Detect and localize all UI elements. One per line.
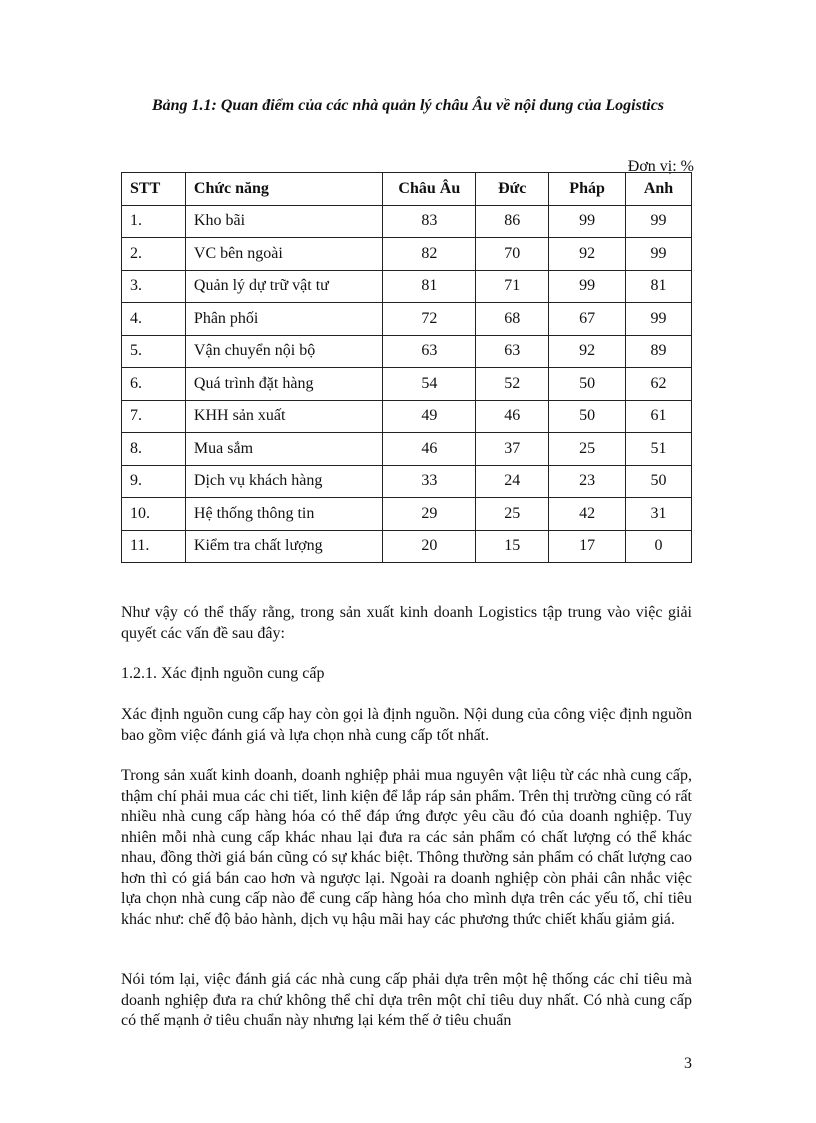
table-row [122, 303, 692, 336]
table-row [122, 335, 692, 368]
cell-stt: 1. [122, 205, 186, 238]
cell-stt: 8. [122, 433, 186, 466]
cell-stt: 6. [122, 368, 186, 401]
cell-europe: 82 [383, 238, 476, 271]
cell-france: 23 [549, 465, 626, 498]
cell-uk: 50 [626, 465, 692, 498]
cell-france: 25 [549, 433, 626, 466]
header-stt: STT [122, 173, 186, 206]
cell-function: Hệ thống thông tin [185, 498, 382, 531]
table-row [122, 238, 692, 271]
table-row [122, 530, 692, 563]
cell-stt: 11. [122, 530, 186, 563]
cell-france: 17 [549, 530, 626, 563]
cell-europe: 33 [383, 465, 476, 498]
cell-function: Vận chuyển nội bộ [185, 335, 382, 368]
table-row [122, 205, 692, 238]
cell-germany: 86 [476, 205, 549, 238]
cell-france: 99 [549, 270, 626, 303]
cell-uk: 89 [626, 335, 692, 368]
cell-germany: 15 [476, 530, 549, 563]
paragraph-summary: Nói tóm lại, việc đánh giá các nhà cung cấp phải dựa trên một hệ thống các chỉ tiêu mà doanh nghiệp đưa ra chứ không thể chỉ dựa trên một chỉ tiêu duy nhất. Có nhà cung cấp có thế mạnh ở tiêu chuẩn này nhưng lại kém thế ở tiêu chuẩn [121, 971, 692, 1029]
cell-france: 92 [549, 335, 626, 368]
table-row [122, 465, 692, 498]
cell-function: KHH sản xuất [185, 400, 382, 433]
cell-function: VC bên ngoài [185, 238, 382, 271]
paragraph-intro: Như vậy có thể thấy rằng, trong sản xuất kinh doanh Logistics tập trung vào việc giải quyết các vấn đề sau đây: [121, 604, 692, 642]
cell-function: Mua sắm [185, 433, 382, 466]
cell-france: 42 [549, 498, 626, 531]
cell-function: Quá trình đặt hàng [185, 368, 382, 401]
cell-function: Quản lý dự trữ vật tư [185, 270, 382, 303]
cell-france: 67 [549, 303, 626, 336]
paragraph-definition: Xác định nguồn cung cấp hay còn gọi là định nguồn. Nội dung của công việc định nguồn bao gồm việc đánh giá và lựa chọn nhà cung cấp tốt nhất. [121, 706, 692, 744]
cell-uk: 31 [626, 498, 692, 531]
table-row [122, 270, 692, 303]
table-row [122, 368, 692, 401]
cell-europe: 29 [383, 498, 476, 531]
header-europe: Châu Âu [383, 173, 476, 206]
cell-uk: 99 [626, 238, 692, 271]
cell-germany: 70 [476, 238, 549, 271]
cell-uk: 99 [626, 303, 692, 336]
cell-stt: 5. [122, 335, 186, 368]
cell-stt: 9. [122, 465, 186, 498]
cell-europe: 49 [383, 400, 476, 433]
cell-function: Dịch vụ khách hàng [185, 465, 382, 498]
table-caption: Bảng 1.1: Quan điểm của các nhà quản lý châu Âu về nội dung của Logistics [151, 97, 665, 114]
table-row [122, 433, 692, 466]
cell-europe: 54 [383, 368, 476, 401]
cell-germany: 24 [476, 465, 549, 498]
paragraph-details: Trong sản xuất kinh doanh, doanh nghiệp phải mua nguyên vật liệu từ các nhà cung cấp, thậm chí phải mua các chi tiết, linh kiện để lắp ráp sản phẩm. Trên thị trường cũng có rất nhiều nhà cung cấp hàng hóa có thể đáp ứng được yêu cầu đó của doanh nghiệp. Tuy nhiên mỗi nhà cung cấp khác nhau lại đưa ra các sản phẩm có chất lượng có thể khác nhau, đồng thời giá bán cũng có sự khác biệt. Thông thường sản phẩm có chất lượng cao hơn thì có giá bán cao hơn và ngược lại. Ngoài ra doanh nghiệp còn phải cân nhắc việc lựa chọn nhà cung cấp nào để cung cấp hàng hóa cho mình dựa trên các yếu tố, chỉ tiêu khác như: chế độ bảo hành, dịch vụ hậu mãi hay các phương thức chiết khấu giảm giá. [121, 767, 692, 928]
header-germany: Đức [476, 173, 549, 206]
cell-stt: 2. [122, 238, 186, 271]
cell-stt: 4. [122, 303, 186, 336]
cell-germany: 46 [476, 400, 549, 433]
cell-europe: 63 [383, 335, 476, 368]
cell-europe: 81 [383, 270, 476, 303]
cell-stt: 10. [122, 498, 186, 531]
cell-germany: 25 [476, 498, 549, 531]
section-heading: 1.2.1. Xác định nguồn cung cấp [121, 665, 325, 682]
table-row [122, 498, 692, 531]
cell-france: 99 [549, 205, 626, 238]
cell-uk: 81 [626, 270, 692, 303]
cell-europe: 83 [383, 205, 476, 238]
cell-uk: 0 [626, 530, 692, 563]
unit-label: Đơn vị: % [627, 158, 694, 175]
header-france: Pháp [549, 173, 626, 206]
table-row [122, 400, 692, 433]
cell-germany: 63 [476, 335, 549, 368]
cell-uk: 51 [626, 433, 692, 466]
cell-france: 92 [549, 238, 626, 271]
cell-stt: 3. [122, 270, 186, 303]
cell-france: 50 [549, 368, 626, 401]
cell-germany: 52 [476, 368, 549, 401]
cell-europe: 46 [383, 433, 476, 466]
table-body [122, 205, 692, 563]
table-header-row [122, 173, 692, 206]
cell-germany: 37 [476, 433, 549, 466]
cell-function: Kiểm tra chất lượng [185, 530, 382, 563]
cell-function: Kho bãi [185, 205, 382, 238]
cell-france: 50 [549, 400, 626, 433]
cell-europe: 72 [383, 303, 476, 336]
page-number: 3 [684, 1055, 692, 1072]
logistics-table [121, 172, 692, 563]
cell-germany: 71 [476, 270, 549, 303]
cell-germany: 68 [476, 303, 549, 336]
cell-europe: 20 [383, 530, 476, 563]
cell-stt: 7. [122, 400, 186, 433]
cell-uk: 62 [626, 368, 692, 401]
cell-function: Phân phối [185, 303, 382, 336]
cell-uk: 61 [626, 400, 692, 433]
cell-uk: 99 [626, 205, 692, 238]
header-function: Chức năng [185, 173, 382, 206]
header-uk: Anh [626, 173, 692, 206]
